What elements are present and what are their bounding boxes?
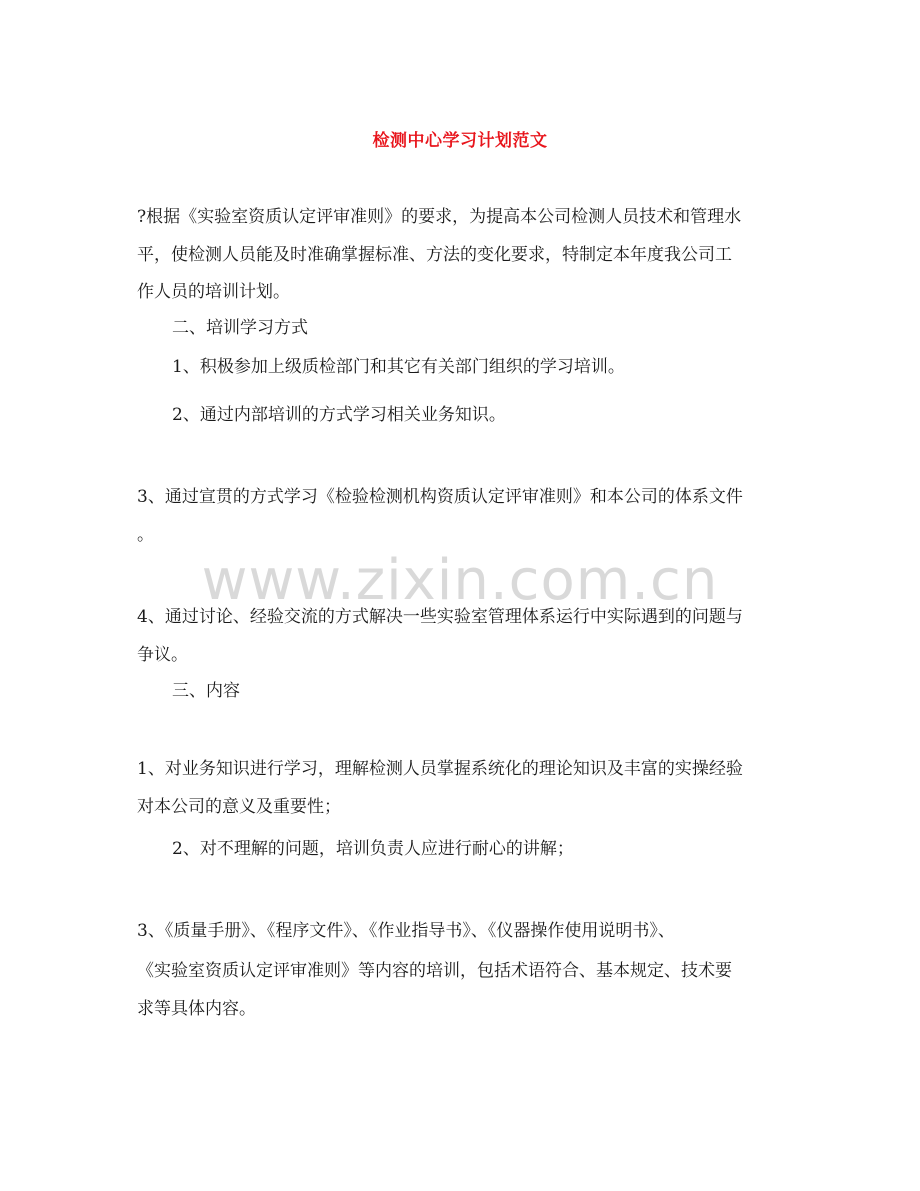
body-line: 4、通过讨论、经验交流的方式解决一些实验室管理体系运行中实际遇到的问题与 [137,607,743,627]
body-line: 2、通过内部培训的方式学习相关业务知识。 [172,405,506,425]
body-line: ?根据《实验室资质认定评审准则》的要求，为提高本公司检测人员技术和管理水 [137,207,742,227]
body-line: 。 [137,525,154,545]
section-heading: 二、培训学习方式 [172,318,308,338]
body-line: 求等具体内容。 [137,999,256,1019]
body-line: 3、《质量手册》、《程序文件》、《作业指导书》、《仪器操作使用说明书》、 [137,921,675,941]
body-line: 2、对不理解的问题，培训负责人应进行耐心的讲解； [172,839,574,859]
body-line: 争议。 [137,645,188,665]
body-line: 1、对业务知识进行学习，理解检测人员掌握系统化的理论知识及丰富的实操经验 [137,759,743,779]
body-line: 1、积极参加上级质检部门和其它有关部门组织的学习培训。 [172,357,625,377]
body-line: 平，使检测人员能及时准确掌握标准、方法的变化要求，特制定本年度我公司工 [137,245,732,265]
body-line: 对本公司的意义及重要性； [137,797,341,817]
body-line: 3、通过宣贯的方式学习《检验检测机构资质认定评审准则》和本公司的体系文件 [137,487,743,507]
document-title: 检测中心学习计划范文 [372,131,548,151]
body-line: 作人员的培训计划。 [137,282,290,302]
body-line: 《实验室资质认定评审准则》等内容的培训，包括术语符合、基本规定、技术要 [137,961,732,981]
watermark-text: www.zixin.com.cn [201,548,719,613]
section-heading: 三、内容 [172,681,240,701]
